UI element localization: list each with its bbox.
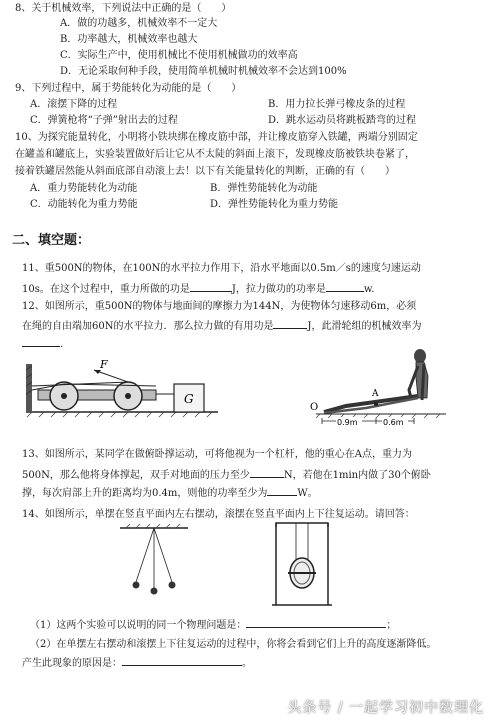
label-o: O bbox=[310, 402, 319, 413]
label-g: G bbox=[184, 392, 194, 406]
answer-blank[interactable] bbox=[250, 467, 284, 478]
q11-line-1: 11、重500N的物体，在100N的水平拉力作用下，沿水平地面以0.5m／s的速度匀速运动 bbox=[22, 263, 421, 274]
q14-sub1: （1）这两个实验可以说明的同一个物理问题是： ； bbox=[30, 617, 396, 632]
q14-sub2-line-2: 产生此现象的原因是： 。 bbox=[22, 655, 252, 670]
q9-option-b: B．用力拉长弹弓橡皮条的过程 bbox=[268, 99, 406, 110]
q9-option-a: A．滚摆下降的过程 bbox=[30, 99, 118, 110]
answer-blank[interactable] bbox=[190, 281, 232, 292]
pendulum-bob-center bbox=[151, 588, 158, 595]
q10-option-a: A．重力势能转化为动能 bbox=[30, 183, 138, 194]
q12-line-1: 12、如图所示，重500N的物体与地面间的摩擦力为144N，为使物体匀速移动6m，必须 bbox=[22, 301, 417, 312]
answer-blank[interactable] bbox=[246, 617, 386, 628]
q9-option-c: C．弹簧枪将“子弹”射出去的过程 bbox=[30, 115, 178, 126]
q13-line-3: 撑，每次肩部上升的距离均为0.4m，则他的功率至少为 W。 bbox=[22, 485, 318, 500]
q12-line-3: . bbox=[22, 336, 63, 351]
q14-sub2-line-1: （2）在单摆左右摆动和滚摆上下往复运动的过程中，你将会看到它们上升的高度逐渐降低。 bbox=[30, 639, 437, 650]
dimension-label-2: 0.6m bbox=[383, 418, 404, 426]
pendulum-bob-left bbox=[133, 582, 140, 589]
pendulum-figure bbox=[118, 524, 190, 600]
label-f: F bbox=[100, 358, 108, 371]
answer-blank[interactable] bbox=[267, 485, 297, 496]
q8-stem: 8、关于机械效率，下列说法中正确的是（ ） bbox=[15, 3, 232, 14]
q13-line-1: 13、如图所示，某同学在做俯卧撑运动，可将他视为一个杠杆，他的重心在A点，重力为 bbox=[22, 449, 412, 460]
pendulum-bob-right bbox=[169, 582, 176, 589]
watermark: 头条号 / 一起学习初中数理化 bbox=[287, 700, 484, 716]
answer-blank[interactable] bbox=[122, 655, 242, 666]
q8-option-d: D．无论采取何种手段，使用简单机械时机械效率不会达到100% bbox=[60, 66, 347, 77]
label-a: A bbox=[372, 389, 379, 399]
q10-option-b: B．弹性势能转化为动能 bbox=[210, 183, 318, 194]
center-of-gravity-point bbox=[374, 402, 378, 406]
section-title: 二、填空题： bbox=[12, 233, 91, 248]
answer-blank[interactable] bbox=[326, 281, 364, 292]
q9-option-d: D．跳水运动员将跳板踏弯的过程 bbox=[268, 115, 417, 126]
q10-line-1: 10、为探究能量转化，小明将小铁块绑在橡皮筋中部，并让橡皮筋穿入铁罐，两端分别固定 bbox=[15, 132, 418, 143]
q10-line-2: 在罐盖和罐底上，实验装置做好后让它从不太陡的斜面上滚下，发现橡皮筋被铁块卷紧了， bbox=[15, 149, 415, 160]
q12-line-2: 在绳的自由端加60N的水平拉力．那么拉力做的有用功是 J，此滑轮组的机械效率为 bbox=[22, 318, 422, 333]
maxwell-wheel-figure bbox=[270, 521, 334, 611]
q8-option-b: B．功率越大，机械效率也越大 bbox=[60, 34, 198, 45]
q8-option-a: A．做的功越多，机械效率不一定大 bbox=[60, 18, 218, 29]
q8-option-c: C．实际生产中，使用机械比不使用机械做功的效率高 bbox=[60, 50, 298, 61]
dimension-label-1: 0.9m bbox=[337, 418, 358, 426]
q10-option-d: D．弹性势能转化为重力势能 bbox=[210, 199, 339, 210]
q10-option-c: C．动能转化为重力势能 bbox=[30, 199, 138, 210]
q13-line-2: 500N，那么他将身体撑起，双手对地面的压力至少 N，若他在1min内做了30个俯卧 bbox=[22, 467, 431, 482]
q10-line-3: 接着铁罐居然能从斜面底部自动滚上去！以下有关能量转化的判断，正确的有（ ） bbox=[15, 166, 395, 177]
q11-line-2: 10s。在这个过程中，重力所做的功是 J，拉力做功的功率是 w. bbox=[22, 281, 374, 296]
pulley-cart-figure bbox=[22, 356, 222, 418]
q9-stem: 9、下列过程中，属于势能转化为动能的是（ ） bbox=[15, 83, 242, 94]
answer-blank[interactable] bbox=[273, 318, 307, 329]
answer-blank[interactable] bbox=[22, 336, 60, 347]
pushup-figure bbox=[306, 346, 456, 426]
q14-stem: 14、如图所示，单摆在竖直平面内左右摆动，滚摆在竖直平面内上下往复运动。请回答： bbox=[22, 509, 415, 520]
